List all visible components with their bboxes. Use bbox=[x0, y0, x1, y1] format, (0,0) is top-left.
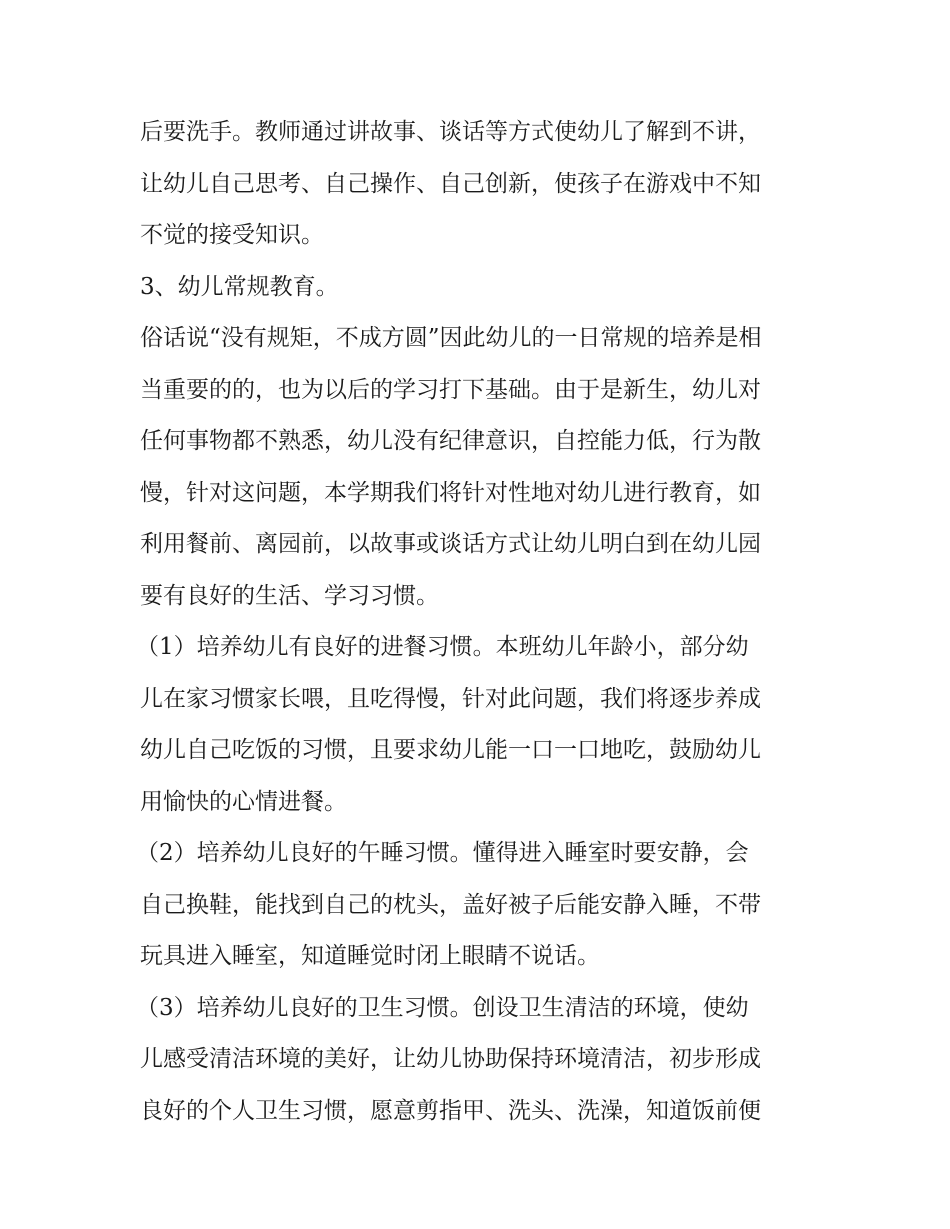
list-item-1-line: （1）培养幼儿有良好的进餐习惯。本班幼儿年龄小，部分幼 bbox=[136, 634, 749, 660]
text-line: 儿感受清洁环境的美好，让幼儿协助保持环境清洁，初步形成 bbox=[140, 1046, 761, 1072]
text-line: 当重要的的，也为以后的学习打下基础。由于是新生，幼儿对 bbox=[140, 376, 761, 403]
text-line: 良好的个人卫生习惯，愿意剪指甲、洗头、洗澡，知道饭前便 bbox=[140, 1097, 761, 1124]
text-line: 俗话说“没有规矩，不成方圆”因此幼儿的一日常规的培养是相 bbox=[140, 325, 762, 351]
section-heading: 3、幼儿常规教育。 bbox=[140, 273, 339, 300]
text-line: 儿在家习惯家长喂，且吃得慢，针对此问题，我们将逐步养成 bbox=[140, 685, 761, 712]
text-line: 自己换鞋，能找到自己的枕头，盖好被子后能安静入睡，不带 bbox=[140, 891, 761, 918]
body-text bbox=[136, 107, 820, 1137]
text-line: 后要洗手。教师通过讲故事、谈话等方式使幼儿了解到不讲， bbox=[140, 119, 761, 145]
text-line: 不觉的接受知识。 bbox=[140, 222, 324, 248]
text-line: 要有良好的生活、学习习惯。 bbox=[140, 582, 439, 609]
list-item-2-line: （2）培养幼儿良好的午睡习惯。懂得进入睡室时要安静，会 bbox=[136, 840, 749, 866]
text-line: 利用餐前、离园前，以故事或谈话方式让幼儿明白到在幼儿园 bbox=[140, 531, 761, 557]
text-line: 幼儿自己吃饭的习惯，且要求幼儿能一口一口地吃，鼓励幼儿 bbox=[140, 737, 761, 763]
text-line: 任何事物都不熟悉，幼儿没有纪律意识，自控能力低，行为散 bbox=[140, 428, 761, 454]
text-line: 玩具进入睡室，知道睡觉时闭上眼睛不说话。 bbox=[140, 943, 600, 969]
list-item-3-line: （3）培养幼儿良好的卫生习惯。创设卫生清洁的环境，使幼 bbox=[136, 994, 749, 1021]
text-line: 慢，针对这问题，本学期我们将针对性地对幼儿进行教育，如 bbox=[140, 479, 761, 506]
text-line: 让幼儿自己思考、自己操作、自己创新，使孩子在游戏中不知 bbox=[140, 170, 761, 197]
text-line: 用愉快的心情进餐。 bbox=[140, 788, 347, 815]
